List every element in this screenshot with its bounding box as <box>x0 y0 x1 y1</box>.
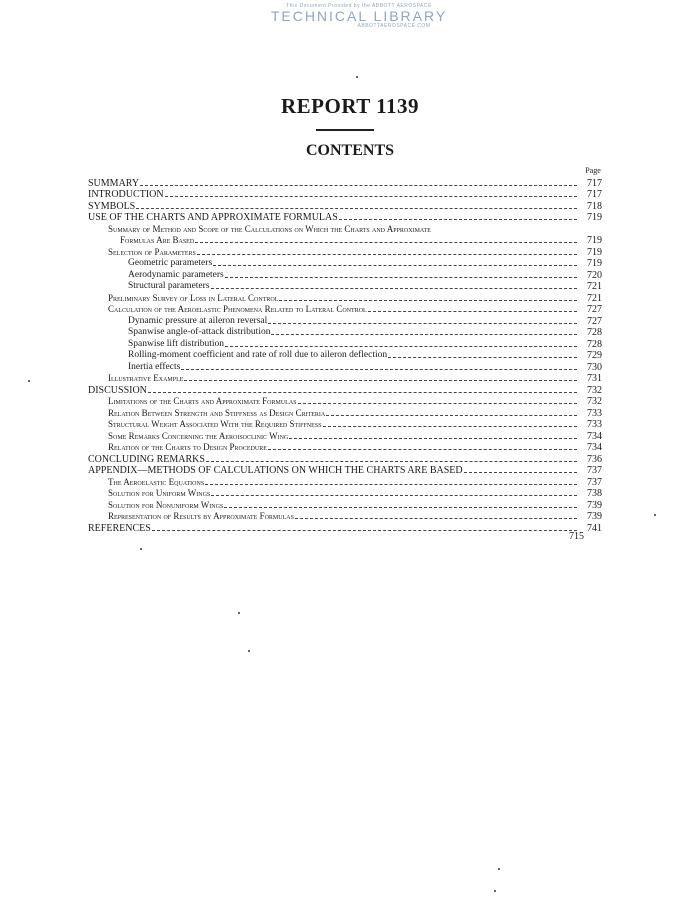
toc-label: Spanwise angle-of-attack distribution <box>128 327 271 337</box>
toc-entry-illustrative-example[interactable] <box>88 373 602 385</box>
toc-entry-references[interactable] <box>88 522 602 534</box>
toc-page: 728 <box>587 327 602 338</box>
toc-label: Structural parameters <box>128 281 210 291</box>
toc-entry-design-procedure[interactable] <box>88 442 602 454</box>
toc-page: 733 <box>587 419 602 430</box>
toc-page: 737 <box>587 465 602 476</box>
leader-dots <box>225 346 577 347</box>
scan-speck <box>494 890 496 892</box>
toc-entry-selection-of-parameters[interactable] <box>88 246 602 258</box>
banner-line-1: This Document Provided by the ABBOTT AEROSPACE <box>286 3 432 9</box>
toc-page: 719 <box>587 246 602 258</box>
toc-label: Structural Weight Associated With the Required Stiffness <box>108 419 322 429</box>
toc-label: Relation of the Charts to Design Procedure <box>108 442 267 452</box>
toc-label: INTRODUCTION <box>88 189 164 200</box>
toc-page: 741 <box>587 522 602 534</box>
toc-label: Selection of Parameters <box>108 246 196 257</box>
leader-dots <box>184 380 577 381</box>
leader-dots <box>206 461 577 462</box>
toc-page: 720 <box>587 269 602 281</box>
scan-speck <box>28 380 30 382</box>
toc-page: 731 <box>587 373 602 384</box>
toc-entry-structural-parameters[interactable] <box>88 281 602 293</box>
banner-url[interactable]: ABBOTTAEROSPACE.COM <box>357 23 431 29</box>
toc-entry-summary[interactable] <box>88 177 602 189</box>
toc-label: SUMMARY <box>88 177 140 189</box>
toc-entry-preliminary-survey[interactable] <box>88 292 602 304</box>
toc-entry-aerodynamic-parameters[interactable] <box>88 269 602 281</box>
toc-entry-use-of-charts[interactable] <box>88 212 602 224</box>
toc-page: 732 <box>587 396 602 407</box>
toc-label: Geometric parameters <box>128 258 213 268</box>
toc-entry-summary-of-method[interactable] <box>88 223 602 235</box>
scan-speck <box>654 514 656 516</box>
toc-page: 721 <box>587 281 602 292</box>
toc-page: 734 <box>587 430 602 442</box>
leader-dots <box>195 242 577 243</box>
toc-page: 719 <box>587 212 602 223</box>
toc-page: 729 <box>587 350 602 361</box>
toc-page: 738 <box>587 488 602 499</box>
toc-label: USE OF THE CHARTS AND APPROXIMATE FORMULAS <box>88 212 338 223</box>
leader-dots <box>211 288 577 289</box>
leader-dots <box>165 196 577 197</box>
toc-label: DISCUSSION <box>88 384 147 396</box>
leader-dots <box>271 334 577 335</box>
leader-dots <box>213 265 577 266</box>
toc-entry-summary-of-method-cont[interactable] <box>88 235 602 247</box>
toc-label: Aerodynamic parameters <box>128 269 224 280</box>
toc-label: Dynamic pressure at aileron reversal <box>128 315 268 326</box>
leader-dots <box>464 472 577 473</box>
toc-label: APPENDIX—METHODS OF CALCULATIONS ON WHICH THE CHARTS ARE BASED <box>88 465 463 476</box>
leader-dots <box>152 530 577 531</box>
leader-dots <box>368 311 577 312</box>
toc-page: 727 <box>587 315 602 327</box>
toc-entry-geometric-parameters[interactable] <box>88 258 602 270</box>
toc-entry-rolling-moment[interactable] <box>88 350 602 362</box>
toc-label: CONCLUDING REMARKS <box>88 453 205 465</box>
leader-dots <box>289 438 577 439</box>
table-of-contents <box>88 177 602 534</box>
source-banner <box>244 3 474 29</box>
toc-label: Formulas Are Based <box>120 235 195 245</box>
toc-label: Illustrative Example <box>108 373 184 383</box>
toc-page: 739 <box>587 499 602 511</box>
leader-dots <box>211 495 577 496</box>
toc-entry-limitations[interactable] <box>88 396 602 408</box>
leader-dots <box>224 507 577 508</box>
toc-page: 717 <box>587 189 602 200</box>
scan-speck <box>248 650 250 652</box>
banner-library-name: TECHNICAL LIBRARY <box>270 8 448 24</box>
toc-entry-discussion[interactable] <box>88 384 602 396</box>
toc-label: Relation Between Strength and Stiffness as Design Criteria <box>108 407 326 418</box>
toc-page: 727 <box>587 304 602 315</box>
scan-speck <box>140 548 142 550</box>
leader-dots <box>268 323 577 324</box>
leader-dots <box>326 415 577 416</box>
leader-dots <box>323 426 577 427</box>
toc-entry-dynamic-pressure[interactable] <box>88 315 602 327</box>
toc-label: Representation of Results by Approximate Formulas <box>108 511 294 521</box>
leader-dots <box>388 357 577 358</box>
leader-dots <box>279 300 577 301</box>
leader-dots <box>298 403 577 404</box>
toc-label: Preliminary Survey of Loss in Lateral Control <box>108 292 279 303</box>
toc-label: Summary of Method and Scope of the Calculations on Which the Charts and Approximate <box>108 223 431 234</box>
title-rule <box>316 129 374 131</box>
toc-entry-symbols[interactable] <box>88 200 602 212</box>
leader-dots <box>225 277 577 278</box>
toc-page: 737 <box>587 476 602 488</box>
toc-entry-spanwise-angle[interactable] <box>88 327 602 339</box>
toc-entry-spanwise-lift[interactable] <box>88 338 602 350</box>
scan-speck <box>498 868 500 870</box>
leader-dots <box>140 185 577 186</box>
leader-dots <box>136 208 577 209</box>
toc-entry-introduction[interactable] <box>88 189 602 201</box>
report-title: REPORT 1139 <box>281 94 419 118</box>
toc-label: Rolling-moment coefficient and rate of roll due to aileron deflection <box>128 350 388 360</box>
toc-entry-nonuniform-wings[interactable] <box>88 499 602 511</box>
toc-page: 733 <box>587 407 602 419</box>
toc-page: 717 <box>587 177 602 189</box>
leader-dots <box>295 518 577 519</box>
toc-entry-aeroisoclinic-wing[interactable] <box>88 430 602 442</box>
toc-page: 739 <box>587 511 602 522</box>
toc-entry-inertia-effects[interactable] <box>88 361 602 373</box>
scan-speck <box>356 76 358 78</box>
toc-page: 728 <box>587 338 602 350</box>
toc-label: Some Remarks Concerning the Aeroisoclinic Wing <box>108 430 289 441</box>
leader-dots <box>339 219 577 220</box>
toc-entry-concluding-remarks[interactable] <box>88 453 602 465</box>
leader-dots <box>148 392 577 393</box>
toc-page: 719 <box>587 235 602 246</box>
toc-entry-aeroelastic-equations[interactable] <box>88 476 602 488</box>
leader-dots <box>181 369 577 370</box>
page-column-header: Page <box>585 166 601 175</box>
toc-label: Calculation of the Aeroelastic Phenomena Related to Lateral Control <box>108 304 367 314</box>
toc-entry-appendix[interactable] <box>88 465 602 477</box>
toc-page: 719 <box>587 258 602 269</box>
toc-label: Inertia effects <box>128 361 181 372</box>
scan-speck <box>238 612 240 614</box>
toc-label: Solution for Uniform Wings <box>108 488 211 498</box>
leader-dots <box>205 484 577 485</box>
toc-entry-uniform-wings[interactable] <box>88 488 602 500</box>
toc-entry-structural-weight[interactable] <box>88 419 602 431</box>
toc-page: 732 <box>587 384 602 396</box>
toc-page: 736 <box>587 453 602 465</box>
toc-label: SYMBOLS <box>88 200 136 212</box>
leader-dots <box>197 254 577 255</box>
toc-label: Solution for Nonuniform Wings <box>108 499 224 510</box>
toc-entry-approximate-formulas[interactable] <box>88 511 602 523</box>
toc-page: 721 <box>587 292 602 304</box>
toc-label: Spanwise lift distribution <box>128 338 225 349</box>
toc-page: 718 <box>587 200 602 212</box>
toc-page: 734 <box>587 442 602 453</box>
toc-page: 730 <box>587 361 602 373</box>
contents-heading: CONTENTS <box>305 142 395 159</box>
toc-entry-calculation-of-aeroelastic[interactable] <box>88 304 602 316</box>
toc-label: REFERENCES <box>88 522 151 534</box>
leader-dots <box>268 449 577 450</box>
page-number: 715 <box>569 531 584 542</box>
toc-entry-strength-stiffness[interactable] <box>88 407 602 419</box>
toc-label: Limitations of the Charts and Approximate Formulas <box>108 396 297 406</box>
toc-label: The Aeroelastic Equations <box>108 476 205 487</box>
